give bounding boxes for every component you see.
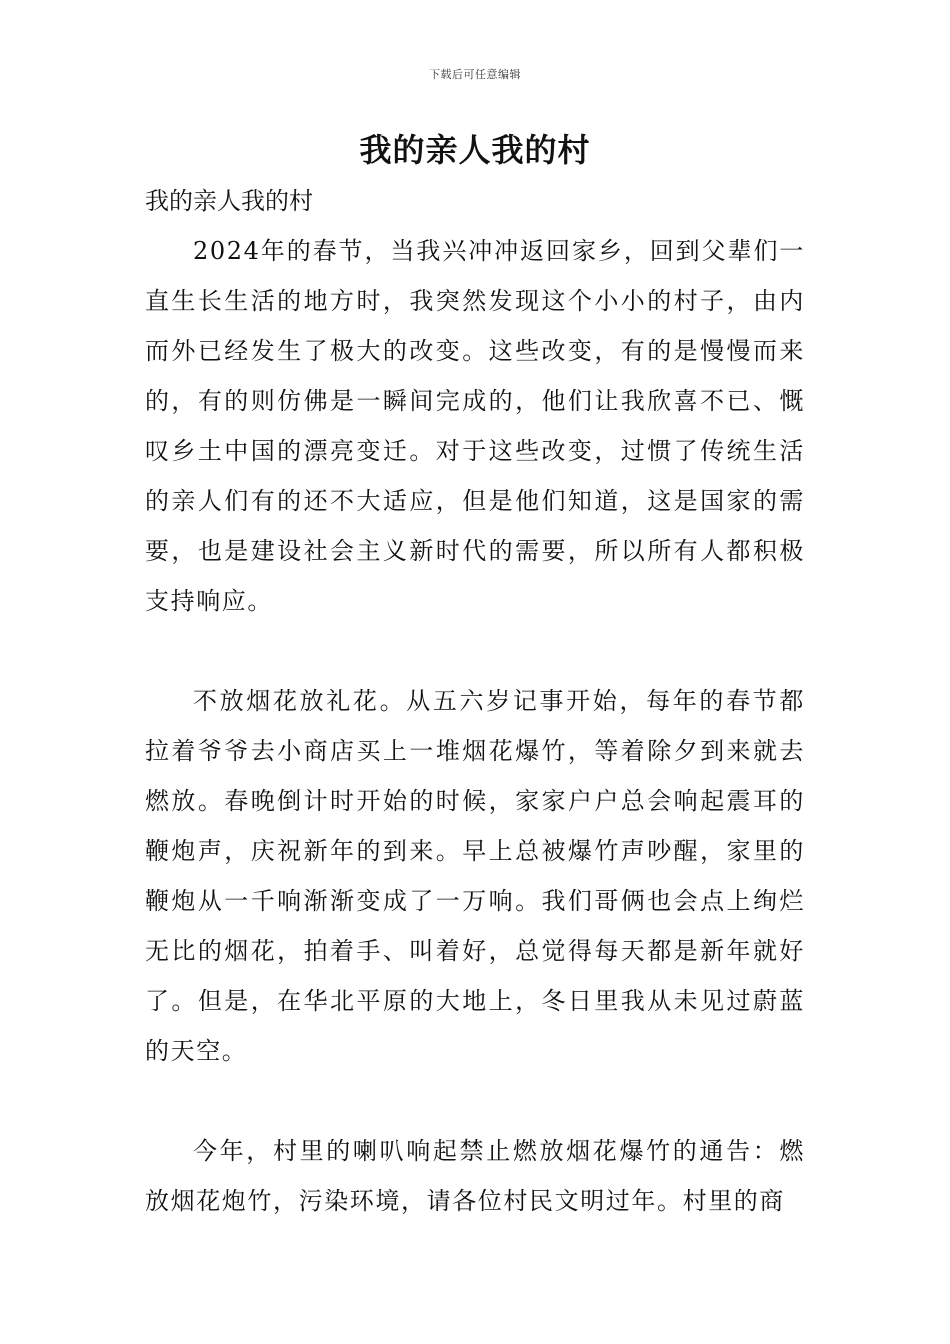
document-subtitle: 我的亲人我的村 xyxy=(145,187,313,215)
header-note: 下载后可任意编辑 xyxy=(429,68,521,81)
paragraph-1: 2024年的春节，当我兴冲冲返回家乡，回到父辈们一直生长生活的地方时，我突然发现这个小小的村子，由内而外已经发生了极大的改变。这些改变，有的是慢慢而来的，有的则仿佛是一瞬间完成的，他们让我欣喜不已、慨叹乡土中国的漂亮变迁。对于这些改变，过惯了传统生活的亲人们有的还不大适应，但是他们知道，这是国家的需要，也是建设社会主义新时代的需要，所以所有人都积极支持响应。 xyxy=(145,237,805,615)
paragraph-3: 今年，村里的喇叭响起禁止燃放烟花爆竹的通告：燃放烟花炮竹，污染环境，请各位村民文明过年。村里的商 xyxy=(145,1137,805,1215)
document-body xyxy=(145,176,805,1226)
document-title: 我的亲人我的村 xyxy=(359,131,591,169)
paragraph-2: 不放烟花放礼花。从五六岁记事开始，每年的春节都拉着爷爷去小商店买上一堆烟花爆竹，等着除夕到来就去燃放。春晚倒计时开始的时候，家家户户总会响起震耳的鞭炮声，庆祝新年的到来。早上总被爆竹声吵醒，家里的鞭炮从一千响渐渐变成了一万响。我们哥俩也会点上绚烂无比的烟花，拍着手、叫着好，总觉得每天都是新年就好了。但是，在华北平原的大地上，冬日里我从未见过蔚蓝的天空。 xyxy=(145,687,805,1065)
